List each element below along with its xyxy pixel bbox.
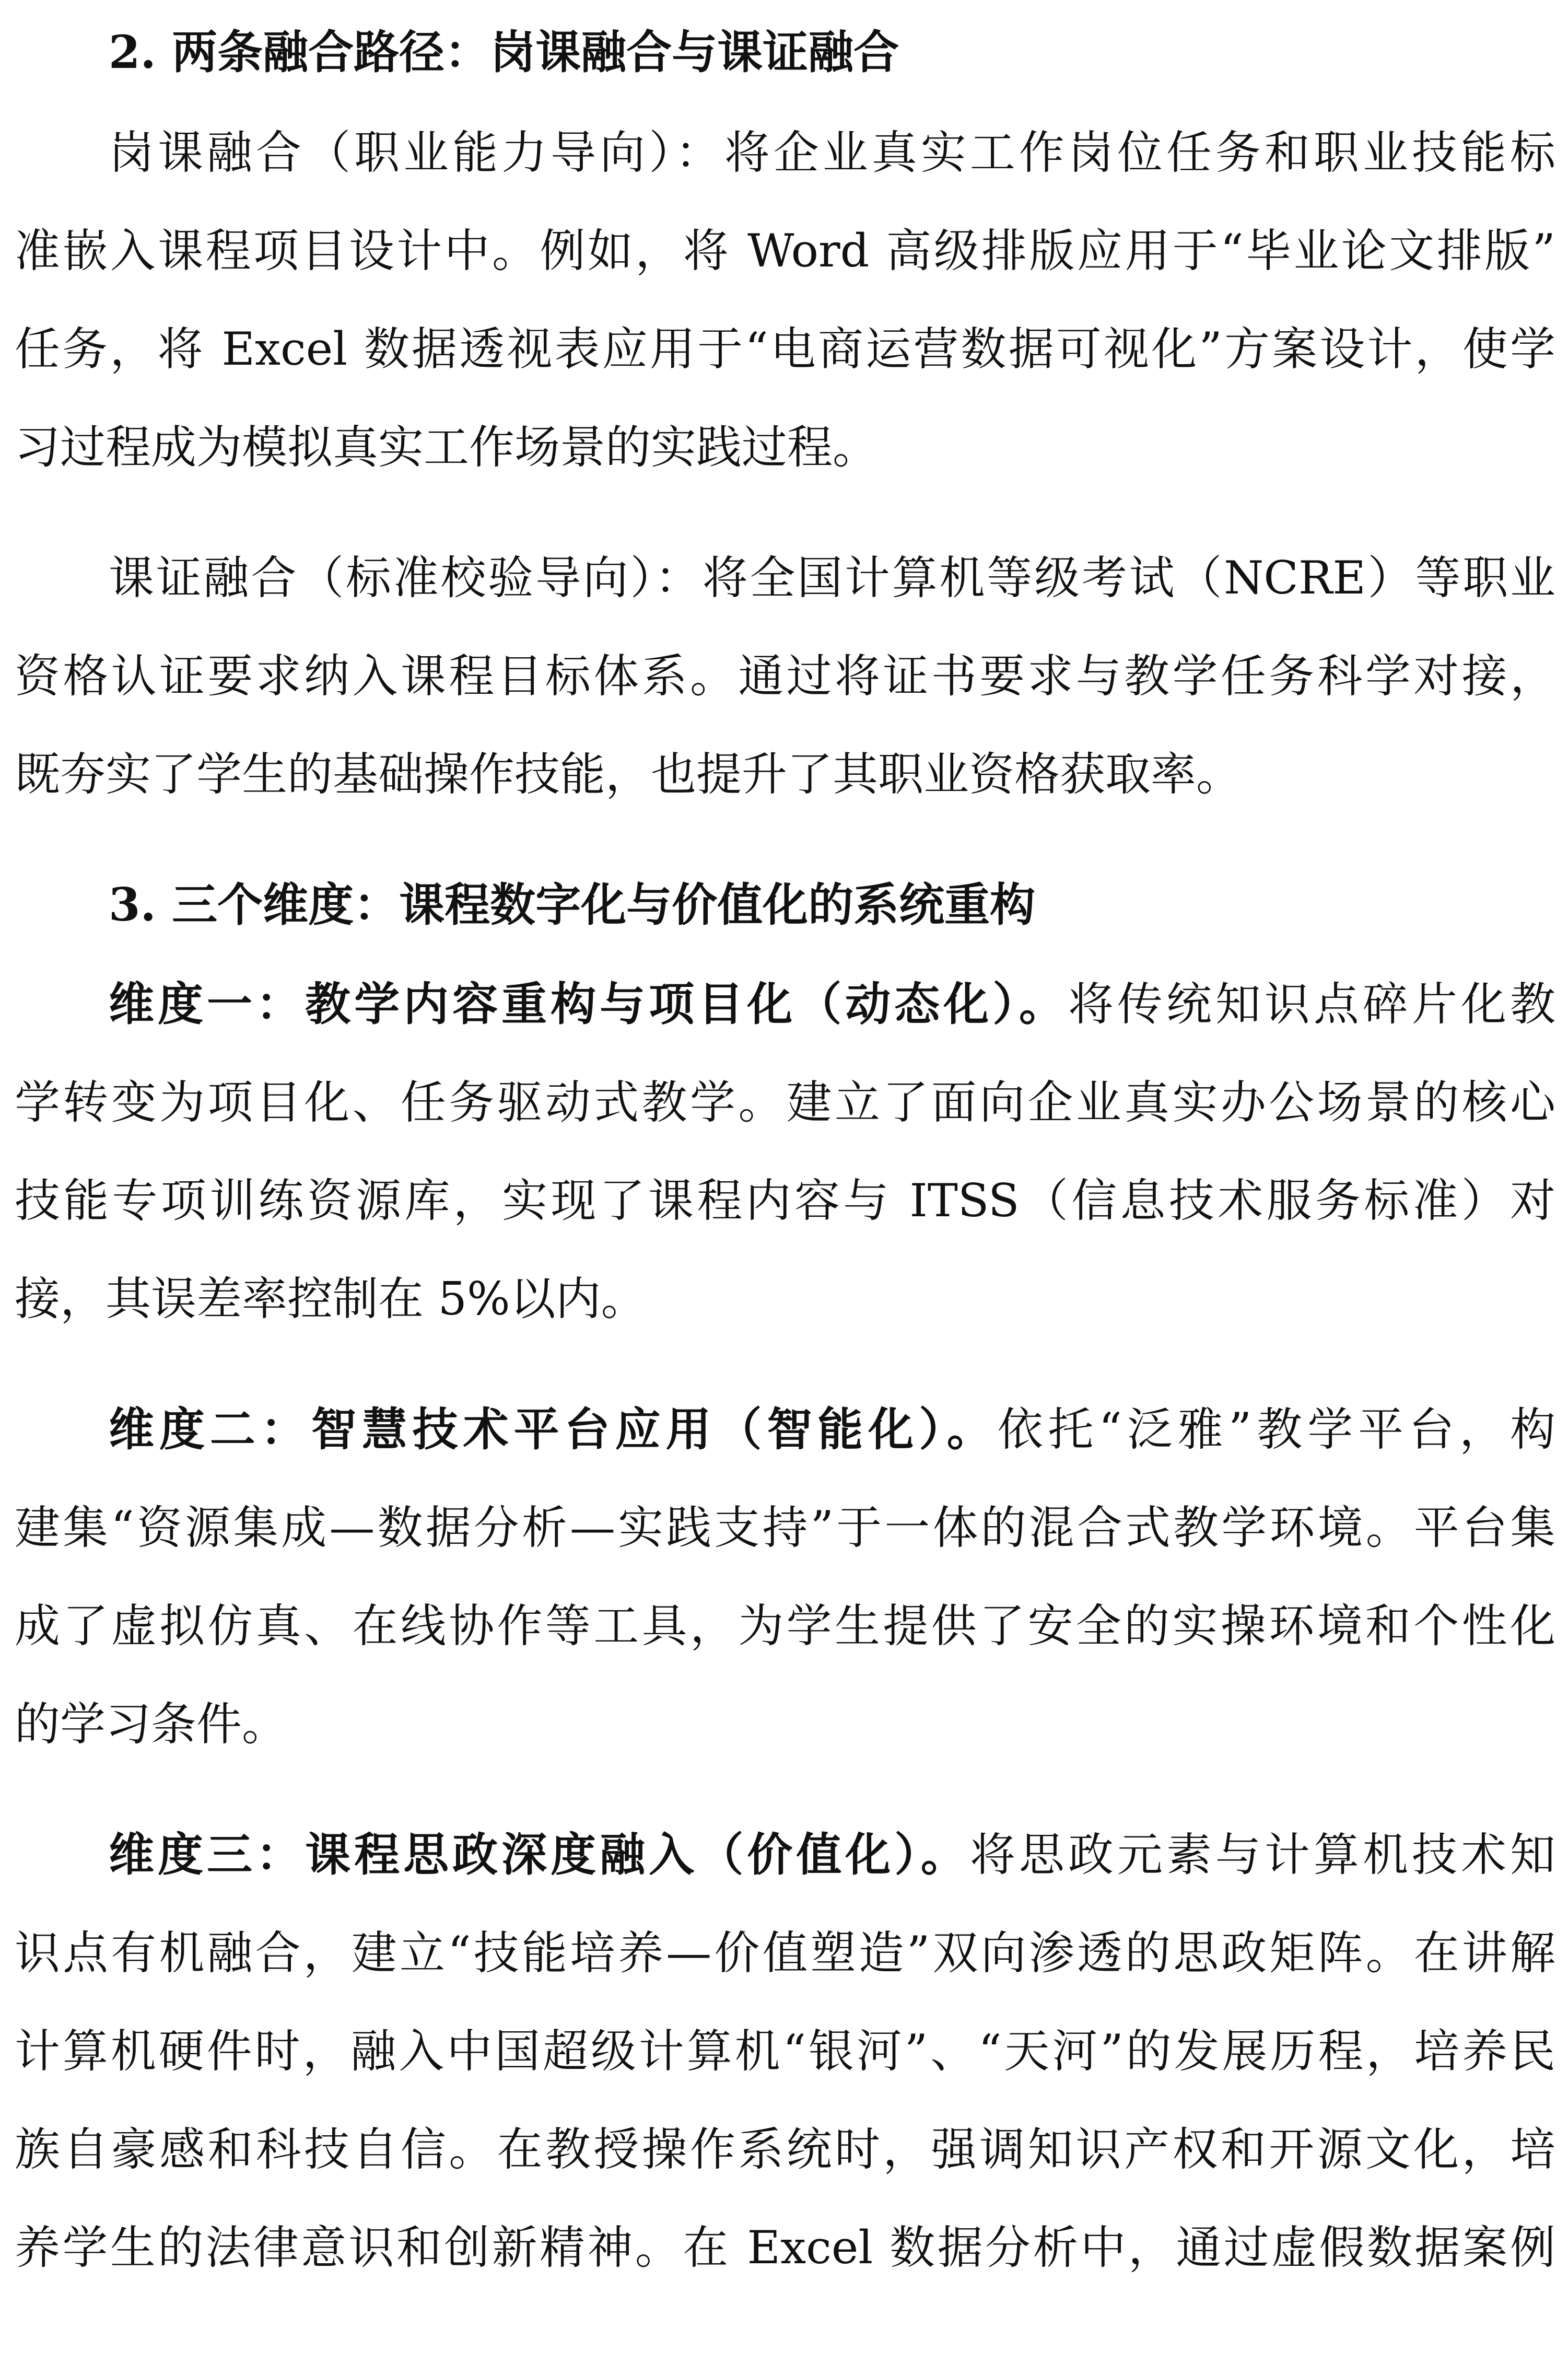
para-gangke-line-1: 岗课融合（职业能力导向）：将企业真实工作岗位任务和职业技能标 [109, 126, 1555, 179]
dim2-title: 维度二：智慧技术平台应用（智能化）。 [109, 1402, 998, 1456]
dim3-line-4: 族自豪感和科技自信。在教授操作系统时，强调知识产权和开源文化，培 [15, 2123, 1555, 2176]
para-kezheng-line-3: 既夯实了学生的基础操作技能，也提升了其职业资格获取率。 [15, 748, 1242, 801]
dim3-line-3: 计算机硬件时，融入中国超级计算机“银河”、“天河”的发展历程，培养民 [15, 2024, 1555, 2078]
dim1-line1-rest: 将传统知识点碎片化教 [1068, 977, 1555, 1031]
para-gangke-line-2: 准嵌入课程项目设计中。例如，将 Word 高级排版应用于“毕业论文排版” [15, 224, 1555, 277]
dim2-line-2: 建集“资源集成—数据分析—实践支持”于一体的混合式教学环境。平台集 [15, 1501, 1555, 1554]
section-heading-2: 2. 两条融合路径：岗课融合与课证融合 [109, 25, 899, 79]
dim1-line-3: 技能专项训练资源库，实现了课程内容与 ITSS（信息技术服务标准）对 [15, 1174, 1555, 1227]
para-gangke-line-3: 任务，将 Excel 数据透视表应用于“电商运营数据可视化”方案设计，使学 [15, 322, 1555, 376]
dim2-line-1 [15, 1398, 1555, 1461]
para-kezheng-line-2: 资格认证要求纳入课程目标体系。通过将证书要求与教学任务科学对接， [15, 649, 1555, 703]
dim2-line-3: 成了虚拟仿真、在线协作等工具，为学生提供了安全的实操环境和个性化 [15, 1599, 1555, 1653]
dim1-line-1 [15, 973, 1555, 1035]
dim1-line-4: 接，其误差率控制在 5%以内。 [15, 1272, 647, 1325]
dim3-title: 维度三：课程思政深度融入（价值化）。 [109, 1828, 970, 1881]
dim3-line-2: 识点有机融合，建立“技能培养—价值塑造”双向渗透的思政矩阵。在讲解 [15, 1926, 1555, 1980]
dim3-line-5: 养学生的法律意识和创新精神。在 Excel 数据分析中，通过虚假数据案例 [15, 2221, 1555, 2274]
dim1-line-2: 学转变为项目化、任务驱动式教学。建立了面向企业真实办公场景的核心 [15, 1076, 1555, 1129]
dim3-line1-rest: 将思政元素与计算机技术知 [969, 1828, 1555, 1881]
para-kezheng-line-1: 课证融合（标准校验导向）：将全国计算机等级考试（NCRE）等职业 [109, 551, 1555, 604]
dim1-title: 维度一：教学内容重构与项目化（动态化）。 [109, 977, 1068, 1031]
para-gangke-line-4: 习过程成为模拟真实工作场景的实践过程。 [15, 421, 878, 474]
dim3-line-1 [15, 1823, 1555, 1886]
dim2-line1-rest: 依托“泛雅”教学平台，构 [997, 1403, 1555, 1456]
section-heading-3: 3. 三个维度：课程数字化与价值化的系统重构 [109, 878, 1036, 932]
dim2-line-4: 的学习条件。 [15, 1697, 287, 1751]
